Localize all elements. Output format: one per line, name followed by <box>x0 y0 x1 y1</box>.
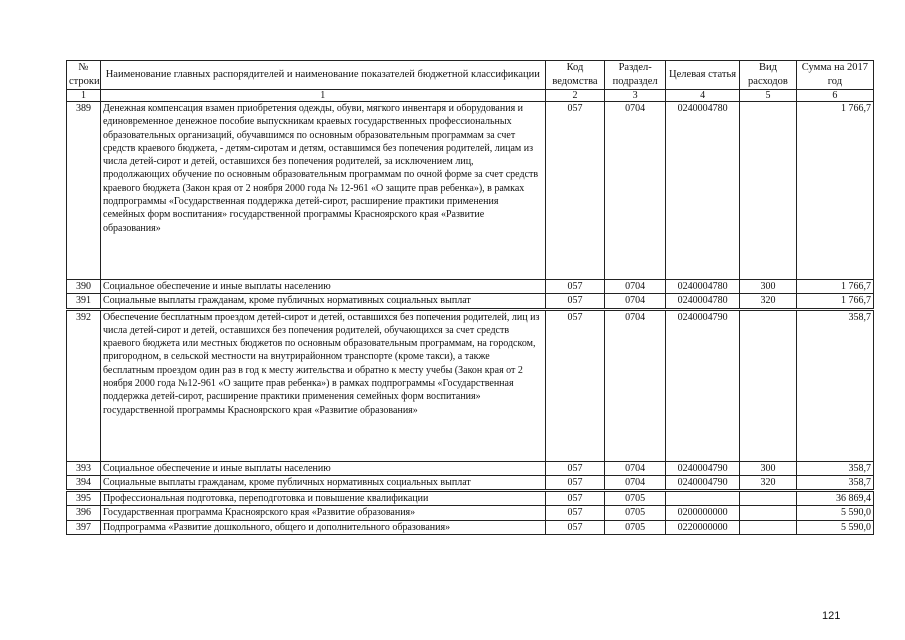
row-number: 396 <box>67 506 101 520</box>
row-section: 0704 <box>605 280 666 294</box>
header-row-number: № строки <box>67 61 101 90</box>
row-name: Социальные выплаты гражданам, кроме публичных нормативных социальных выплат <box>100 294 545 309</box>
row-name: Подпрограмма «Развитие дошкольного, общего и дополнительного образования» <box>100 520 545 534</box>
row-target-article: 0240004790 <box>666 461 740 475</box>
row-number: 394 <box>67 475 101 490</box>
row-section: 0704 <box>605 461 666 475</box>
row-section: 0704 <box>605 475 666 490</box>
row-department-code: 057 <box>545 475 605 490</box>
row-section: 0704 <box>605 102 666 280</box>
table-row <box>67 280 874 294</box>
row-expense-type <box>740 102 797 280</box>
table-row <box>67 461 874 475</box>
row-name: Социальное обеспечение и иные выплаты населению <box>100 461 545 475</box>
column-number: 1 <box>100 90 545 102</box>
row-target-article: 0240004780 <box>666 280 740 294</box>
row-sum: 358,7 <box>796 309 873 461</box>
table-row <box>67 520 874 534</box>
row-department-code: 057 <box>545 461 605 475</box>
row-number: 392 <box>67 309 101 461</box>
row-sum: 1 766,7 <box>796 280 873 294</box>
column-number: 6 <box>796 90 873 102</box>
table-row <box>67 309 874 461</box>
header-sum: Сумма на 2017 год <box>796 61 873 90</box>
row-expense-type: 320 <box>740 294 797 309</box>
row-department-code: 057 <box>545 102 605 280</box>
row-expense-type <box>740 309 797 461</box>
row-name: Денежная компенсация взамен приобретения одежды, обуви, мягкого инвентаря и оборудования и единовременное денежное пособие выпускникам краевых государственных профессиональных образовательных организаций, обучавшимся по основным образовательным программам за счет средств краевого бюджета, - детям-сиротам и детям, оставшимся без попечения родителей, лицам из числа детей-сирот и детей, оставшихся без попечения родителей, за исключением лиц, продолжающих обучение по основным образовательным программам по очной форме за счет средств краевого бюджета (Закон края от 2 ноября 2000 года № 12-961 «О защите прав ребенка»), в рамках подпрограммы «Государственная поддержка детей-сирот, расширение практики применения семейных форм воспитания» государственной программы Красноярского края «Развитие образования» <box>100 102 545 280</box>
header-section: Раздел-подраздел <box>605 61 666 90</box>
row-name: Обеспечение бесплатным проездом детей-сирот и детей, оставшихся без попечения родителей, лиц из числа детей-сирот и детей, оставшихся без попечения родителей, обучающихся за счет средств краевого бюджета или местных бюджетов по основным образовательным программам, на городском, пригородном, в сельской местности на внутрирайонном транспорте (кроме такси), а также бесплатным проездом один раз в год к месту жительства и обратно к месту учебы (Закон края от 2 ноября 2000 года №12-961 «О защите прав ребенка») в рамках подпрограммы «Государственная поддержка детей-сирот, расширение практики применения семейных форм воспитания» государственной программы Красноярского края «Развитие образования» <box>100 309 545 461</box>
row-department-code: 057 <box>545 491 605 506</box>
header-expense-type: Вид расходов <box>740 61 797 90</box>
row-number: 390 <box>67 280 101 294</box>
row-expense-type: 300 <box>740 461 797 475</box>
row-target-article: 0240004790 <box>666 309 740 461</box>
row-sum: 1 766,7 <box>796 294 873 309</box>
table-row <box>67 294 874 309</box>
row-sum: 36 869,4 <box>796 491 873 506</box>
row-name: Профессиональная подготовка, переподготовка и повышение квалификации <box>100 491 545 506</box>
row-expense-type <box>740 491 797 506</box>
row-number: 391 <box>67 294 101 309</box>
header-target-article: Целевая статья <box>666 61 740 90</box>
column-number-row <box>67 90 874 102</box>
row-department-code: 057 <box>545 506 605 520</box>
row-section: 0705 <box>605 520 666 534</box>
row-sum: 358,7 <box>796 461 873 475</box>
row-target-article: 0240004780 <box>666 102 740 280</box>
row-number: 389 <box>67 102 101 280</box>
row-target-article: 0240004780 <box>666 294 740 309</box>
column-number: 4 <box>666 90 740 102</box>
row-sum: 1 766,7 <box>796 102 873 280</box>
column-number: 3 <box>605 90 666 102</box>
row-department-code: 057 <box>545 294 605 309</box>
table-row <box>67 491 874 506</box>
row-number: 397 <box>67 520 101 534</box>
row-target-article: 0200000000 <box>666 506 740 520</box>
page-number: 121 <box>822 610 841 622</box>
row-target-article: 0240004790 <box>666 475 740 490</box>
row-expense-type <box>740 506 797 520</box>
row-section: 0705 <box>605 491 666 506</box>
column-number: 5 <box>740 90 797 102</box>
header-name: Наименование главных распорядителей и наименование показателей бюджетной классификации <box>100 61 545 90</box>
row-department-code: 057 <box>545 309 605 461</box>
table-row <box>67 506 874 520</box>
row-number: 393 <box>67 461 101 475</box>
row-sum: 358,7 <box>796 475 873 490</box>
row-target-article: 0220000000 <box>666 520 740 534</box>
row-sum: 5 590,0 <box>796 520 873 534</box>
table-header-row <box>67 61 874 90</box>
table-row <box>67 475 874 490</box>
row-section: 0704 <box>605 309 666 461</box>
column-number: 2 <box>545 90 605 102</box>
column-number: 1 <box>67 90 101 102</box>
budget-table <box>66 60 874 535</box>
table-row <box>67 102 874 280</box>
row-department-code: 057 <box>545 520 605 534</box>
header-department-code: Код ведомства <box>545 61 605 90</box>
row-name: Социальные выплаты гражданам, кроме публичных нормативных социальных выплат <box>100 475 545 490</box>
row-expense-type: 320 <box>740 475 797 490</box>
row-section: 0704 <box>605 294 666 309</box>
row-expense-type: 300 <box>740 280 797 294</box>
row-department-code: 057 <box>545 280 605 294</box>
row-expense-type <box>740 520 797 534</box>
row-name: Социальное обеспечение и иные выплаты населению <box>100 280 545 294</box>
row-name: Государственная программа Красноярского края «Развитие образования» <box>100 506 545 520</box>
row-target-article <box>666 491 740 506</box>
row-section: 0705 <box>605 506 666 520</box>
row-sum: 5 590,0 <box>796 506 873 520</box>
row-number: 395 <box>67 491 101 506</box>
